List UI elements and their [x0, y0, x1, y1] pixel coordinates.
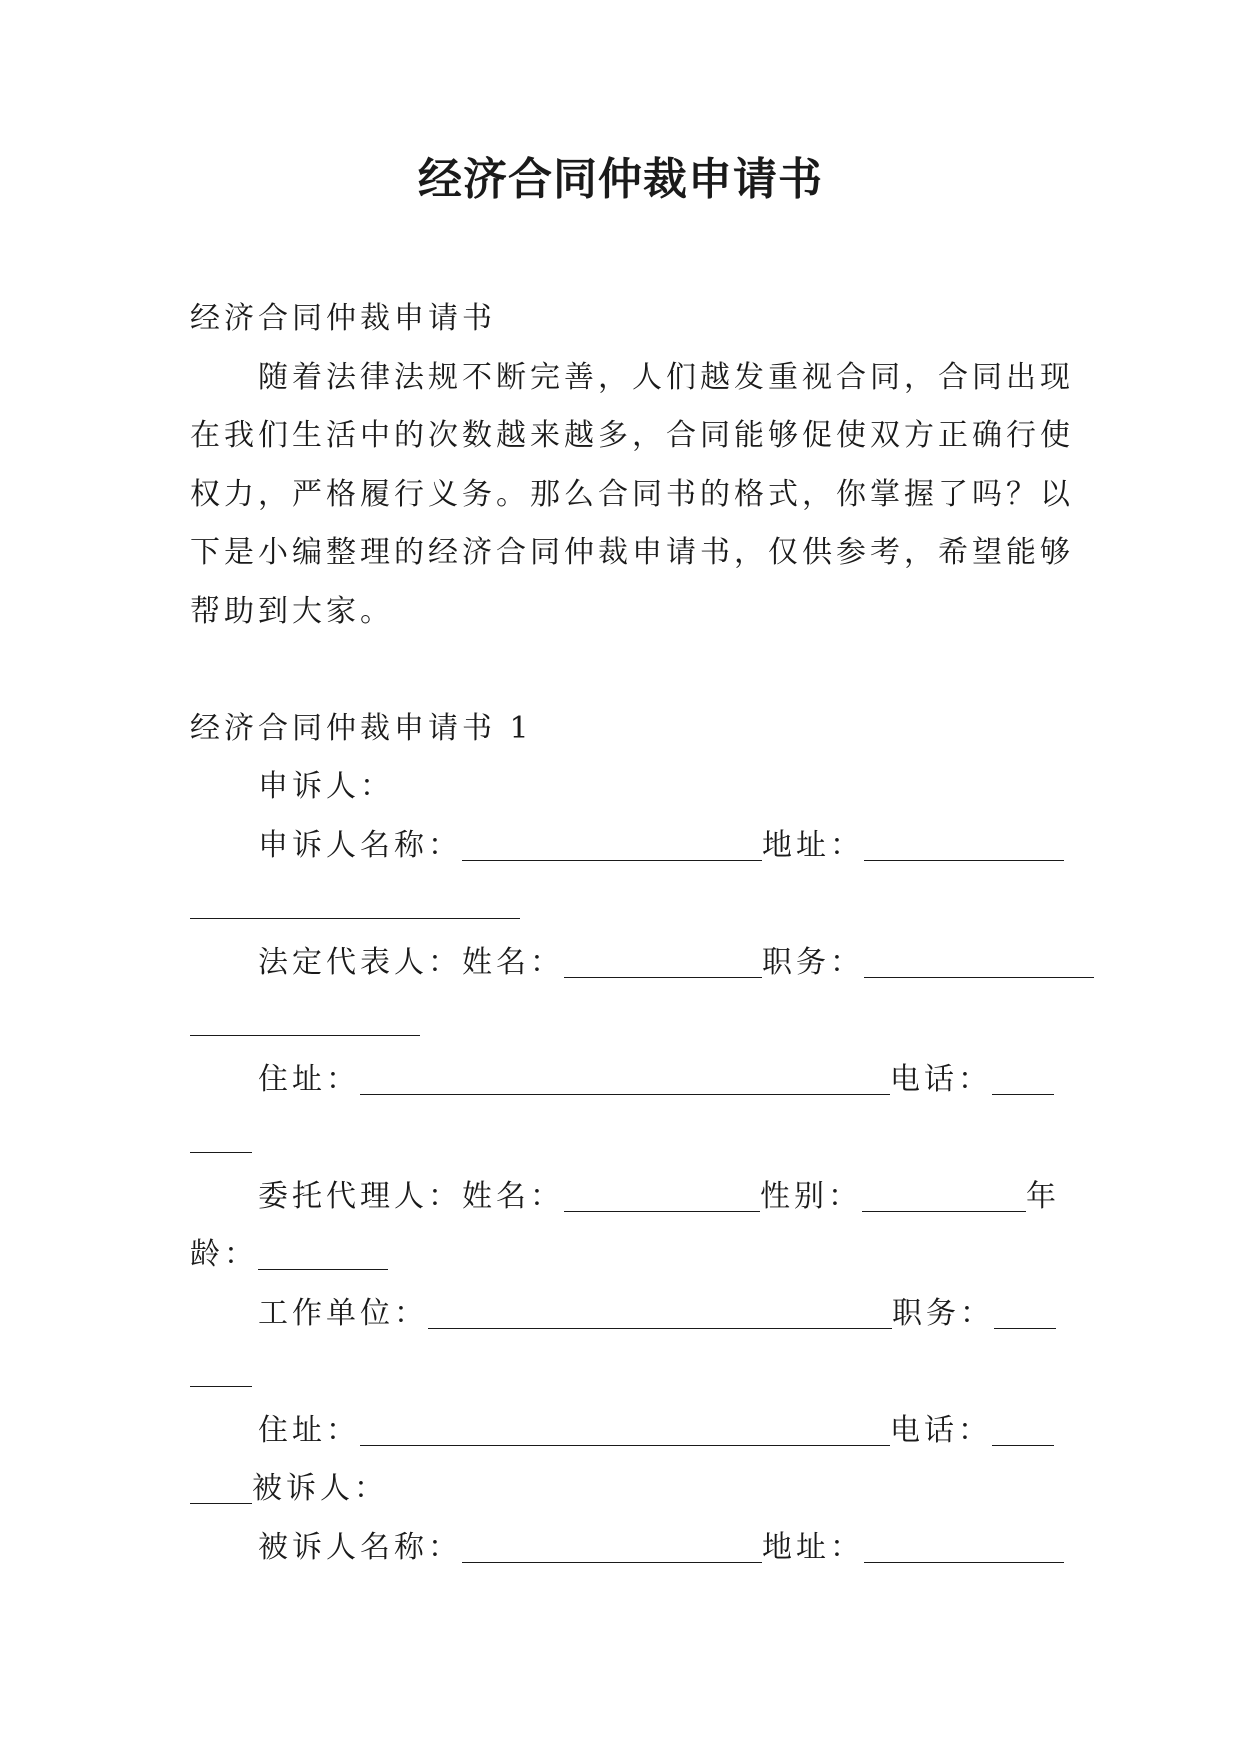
document-title: 经济合同仲裁申请书 [418, 154, 823, 205]
residence-blank[interactable] [360, 1054, 890, 1095]
address-blank-continued[interactable] [190, 878, 520, 919]
respondent-address-label: 地址： [762, 1529, 864, 1565]
residence-blank-2[interactable] [360, 1405, 890, 1446]
paragraph-gap [190, 641, 1050, 700]
complainant-name-label: 申诉人名称： [258, 827, 462, 863]
position-continuation-row [190, 992, 1050, 1051]
respondent-heading-row [190, 1460, 1050, 1519]
phone-blank[interactable] [992, 1054, 1054, 1095]
residence-label: 住址： [258, 1061, 360, 1097]
workplace-blank[interactable] [428, 1288, 892, 1329]
address-continuation-row [190, 875, 1050, 934]
agent-row [190, 1168, 1060, 1227]
complainant-name-blank[interactable] [462, 820, 762, 861]
position-blank-2-continued[interactable] [190, 1346, 252, 1387]
respondent-name-row [190, 1519, 1050, 1578]
intro-line: 随着法律法规不断完善，人们越发重视合同，合同出现 [258, 359, 1074, 395]
address-label: 地址： [762, 827, 864, 863]
phone-blank-2[interactable] [992, 1405, 1054, 1446]
respondent-name-blank[interactable] [462, 1522, 762, 1563]
age-row [190, 1226, 1050, 1285]
complainant-heading: 申诉人： [258, 769, 394, 804]
section-heading: 经济合同仲裁申请书 1 [190, 710, 533, 746]
gender-label: 性别： [760, 1178, 862, 1214]
workplace-label: 工作单位： [258, 1295, 428, 1331]
intro-line: 下是小编整理的经济合同仲裁申请书，仅供参考，希望能够 [190, 535, 1074, 570]
respondent-heading: 被诉人： [252, 1471, 388, 1506]
agent-label: 委托代理人：姓名： [258, 1178, 564, 1214]
position-blank-2[interactable] [994, 1288, 1056, 1329]
document-body [190, 290, 1074, 1577]
legal-rep-name-blank[interactable] [564, 937, 762, 978]
legal-rep-label: 法定代表人：姓名： [258, 944, 564, 980]
position-blank-continued[interactable] [190, 995, 420, 1036]
residence-row [190, 1051, 1050, 1110]
gender-blank[interactable] [862, 1171, 1026, 1212]
age-blank[interactable] [258, 1229, 388, 1270]
address-blank[interactable] [864, 820, 1064, 861]
age-label-part1: 年 [1026, 1178, 1060, 1214]
phone-label: 电话： [890, 1061, 992, 1097]
intro-line: 权力，严格履行义务。那么合同书的格式，你掌握了吗？以 [190, 476, 1074, 512]
phone-continuation-row [190, 1109, 1050, 1168]
workplace-row [190, 1285, 1050, 1344]
phone-blank-2-continued[interactable] [190, 1463, 252, 1504]
residence-label-2: 住址： [258, 1412, 360, 1448]
respondent-name-label: 被诉人名称： [258, 1529, 462, 1565]
position-label-2: 职务： [892, 1295, 994, 1331]
complainant-name-row [190, 817, 1050, 876]
phone-label-2: 电话： [890, 1412, 992, 1448]
respondent-address-blank[interactable] [864, 1522, 1064, 1563]
residence-row-2 [190, 1402, 1050, 1461]
position-2-continuation-row [190, 1343, 1050, 1402]
agent-name-blank[interactable] [564, 1171, 760, 1212]
age-label-part2: 龄： [190, 1237, 258, 1272]
intro-line: 在我们生活中的次数越来越多，合同能够促使双方正确行使 [190, 418, 1074, 453]
position-label: 职务： [762, 944, 864, 980]
legal-rep-row [190, 934, 1050, 993]
phone-blank-continued[interactable] [190, 1112, 252, 1153]
document-subtitle: 经济合同仲裁申请书 [190, 301, 496, 336]
intro-line: 帮助到大家。 [190, 593, 394, 629]
position-blank[interactable] [864, 937, 1094, 978]
